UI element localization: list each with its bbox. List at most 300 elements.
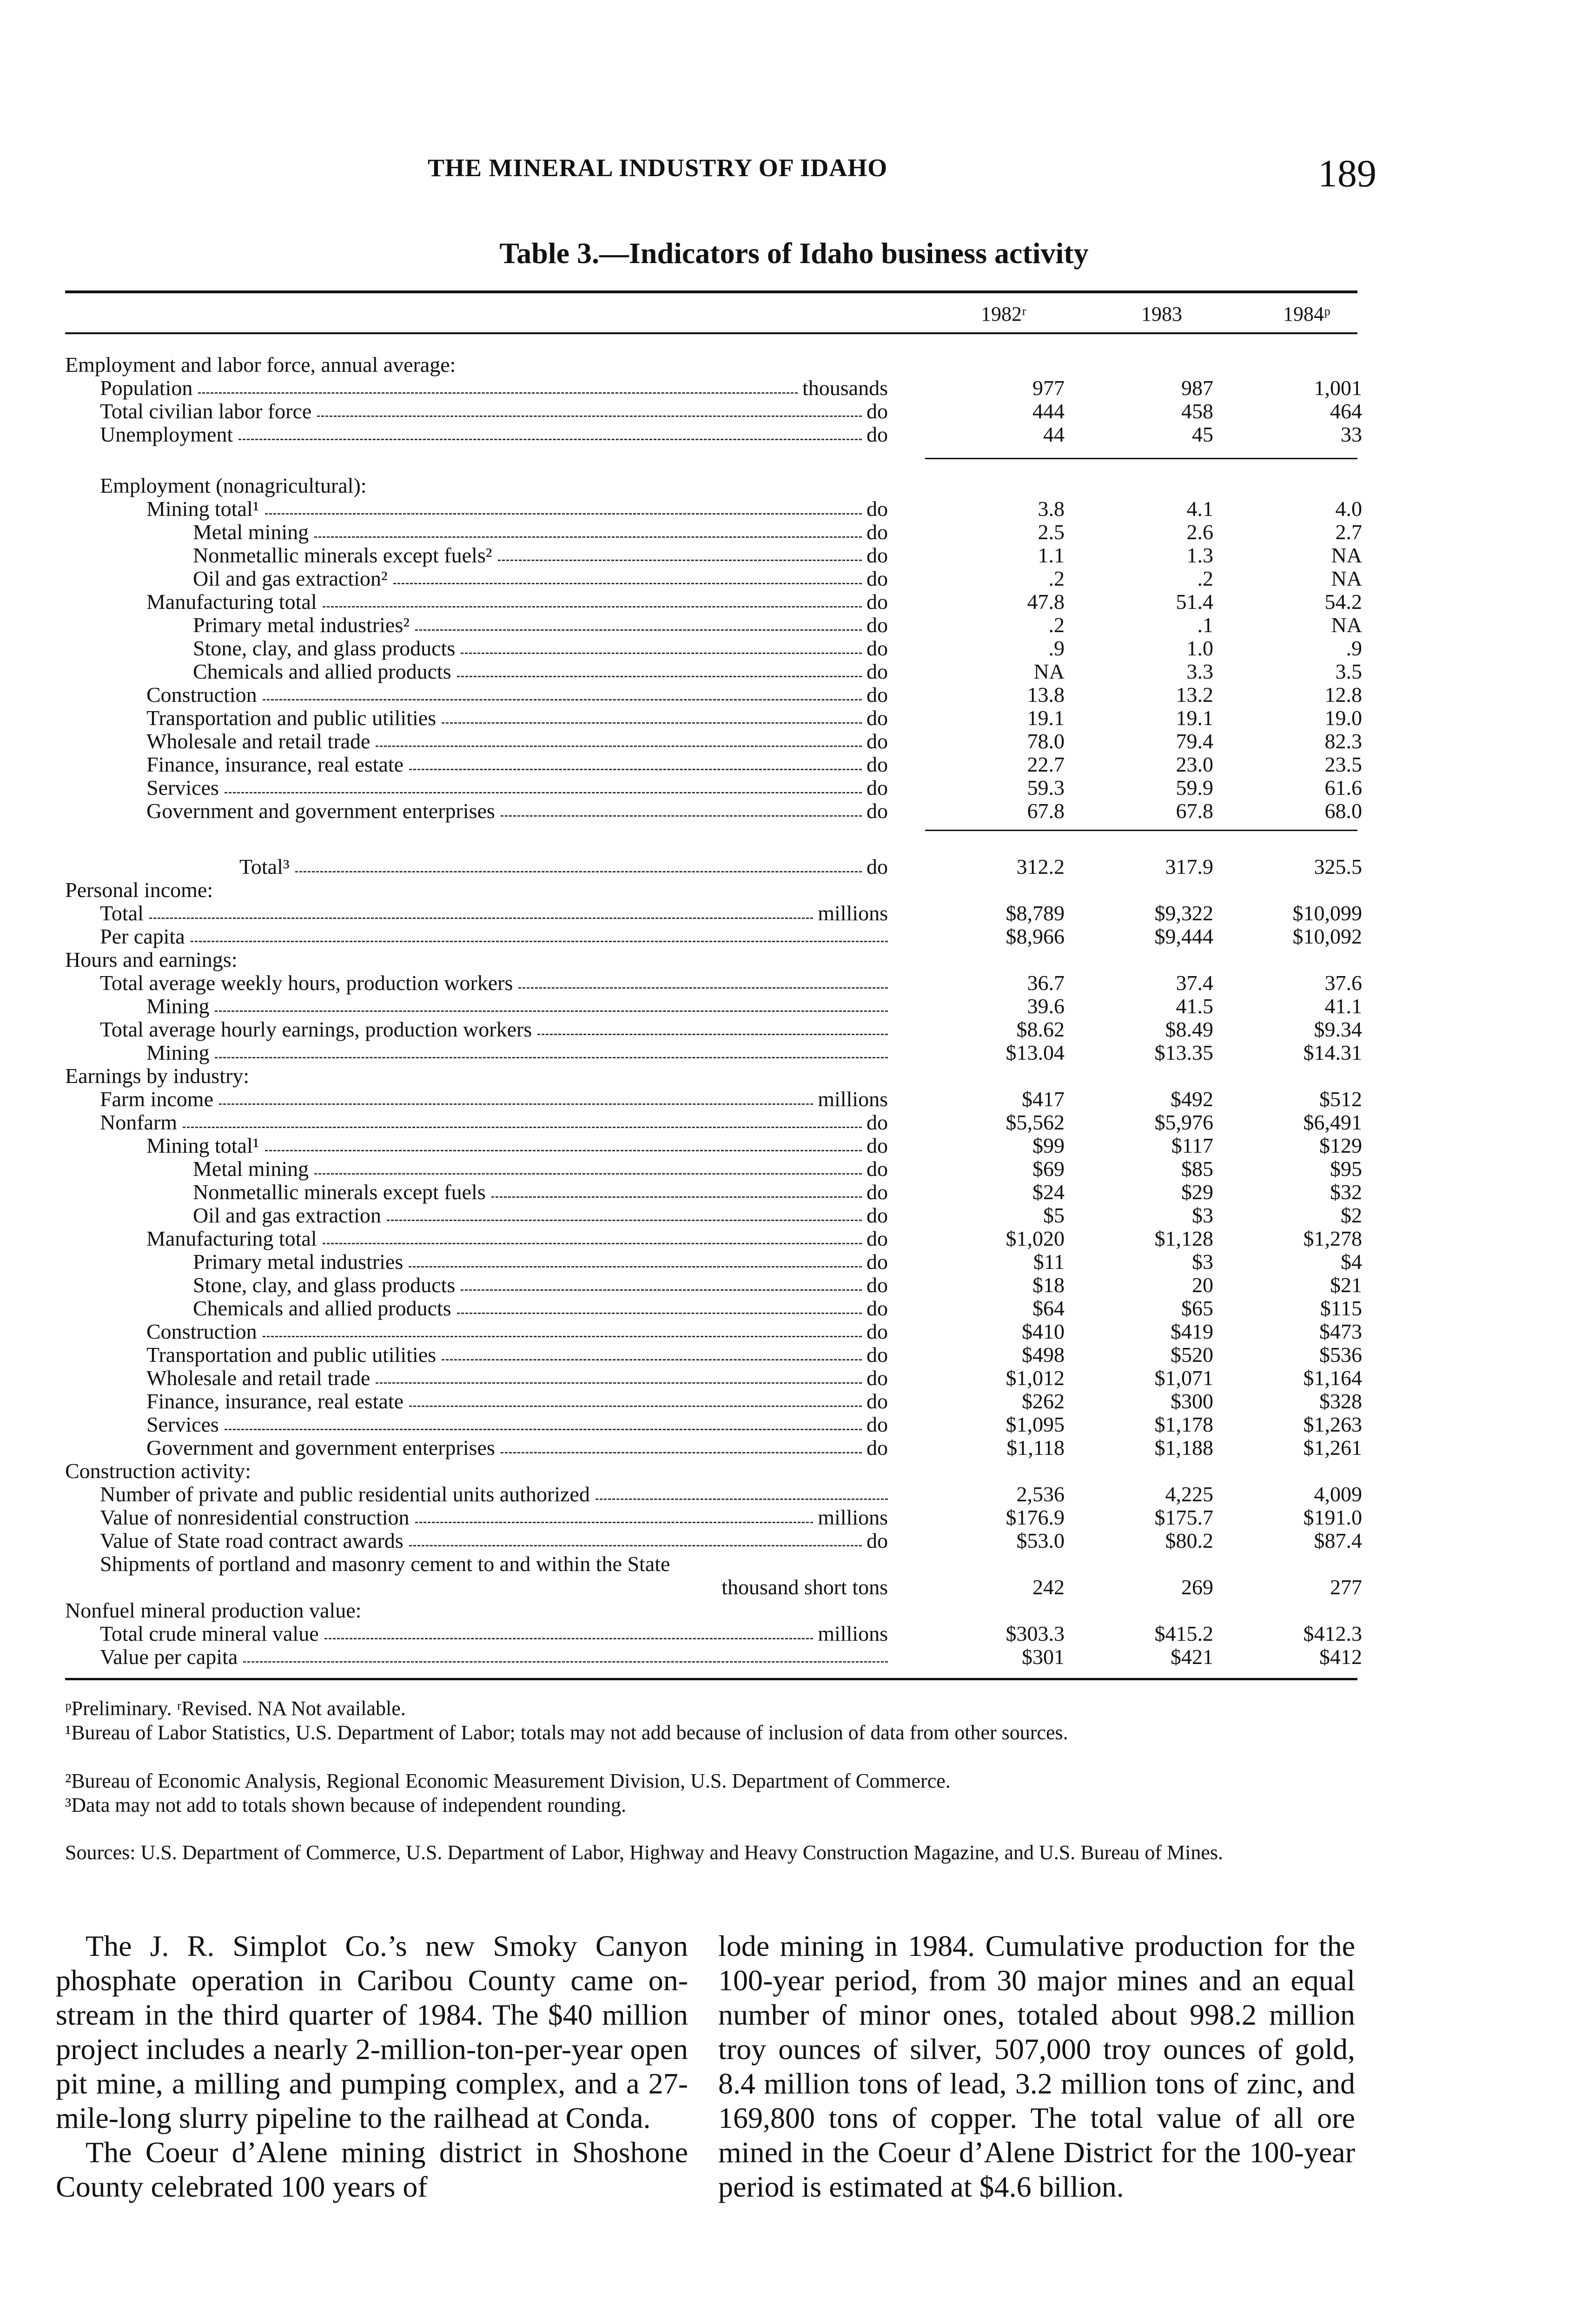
cell-value: $3 [1192, 1250, 1213, 1274]
row-label: Chemicals and allied products [193, 660, 451, 683]
cell-value: $10,092 [1292, 924, 1362, 948]
row-label: Stone, clay, and glass products [193, 636, 456, 660]
cell-value: $492 [1171, 1087, 1213, 1111]
cell-value: 1.1 [1038, 543, 1065, 567]
leader-dots [409, 1545, 862, 1547]
leader-dots [393, 583, 862, 585]
cell-value: $419 [1171, 1320, 1213, 1343]
cell-value: $32 [1330, 1180, 1362, 1204]
row-unit: do [867, 423, 888, 446]
leader-dots [376, 746, 862, 748]
cell-value: 987 [1181, 376, 1213, 400]
cell-value: $300 [1171, 1389, 1213, 1413]
table-row [0, 1204, 1588, 1227]
row-label: Nonmetallic minerals except fuels [193, 1180, 486, 1204]
row-label: Value of nonresidential construction [100, 1505, 410, 1529]
cell-value: 79.4 [1176, 729, 1213, 753]
cell-value: 78.0 [1027, 729, 1065, 753]
table-row [0, 1552, 1588, 1576]
cell-value: 2,536 [1016, 1482, 1065, 1506]
row-label: Unemployment [100, 423, 233, 446]
row-label: Construction activity: [65, 1459, 251, 1483]
row-unit: millions [818, 1622, 888, 1645]
cell-value: $417 [1022, 1087, 1065, 1111]
cell-value: 458 [1181, 399, 1213, 423]
cell-value: $412.3 [1303, 1622, 1362, 1645]
row-label: Total civilian labor force [100, 399, 312, 423]
row-unit: do [867, 729, 888, 753]
row-label: Finance, insurance, real estate [146, 753, 404, 776]
table-row [0, 497, 1588, 521]
cell-value: $1,263 [1303, 1413, 1362, 1436]
table-row [0, 637, 1588, 660]
cell-value: $5 [1043, 1203, 1065, 1227]
leader-dots [317, 416, 862, 418]
leader-dots [149, 918, 813, 920]
table-row [0, 1181, 1588, 1204]
leader-dots [225, 792, 862, 794]
table-row [0, 1483, 1588, 1506]
cell-value: $87.4 [1314, 1529, 1362, 1552]
table-row [0, 1134, 1588, 1157]
cell-value: $2 [1341, 1203, 1362, 1227]
row-label: Construction [146, 683, 257, 706]
row-label: Farm income [100, 1087, 213, 1111]
leader-dots [409, 769, 862, 771]
cell-value: 22.7 [1027, 753, 1065, 776]
row-label: Mining total¹ [146, 1134, 259, 1157]
row-unit: do [867, 399, 888, 423]
cell-value: $9.34 [1314, 1017, 1362, 1041]
table-row [0, 1390, 1588, 1413]
row-label: Mining total¹ [146, 497, 259, 521]
row-label: Transportation and public utilities [146, 706, 437, 730]
row-label: Employment and labor force, annual average: [65, 353, 456, 376]
leader-dots [501, 815, 862, 818]
row-label: Nonfuel mineral production value: [65, 1598, 362, 1622]
cell-value: 19.0 [1324, 706, 1362, 730]
cell-value: 67.8 [1027, 799, 1065, 823]
table-row [0, 1064, 1588, 1088]
table-row [0, 1529, 1588, 1552]
cell-value: $262 [1022, 1389, 1065, 1413]
row-label: Services [146, 776, 219, 799]
cell-value: $1,071 [1154, 1366, 1213, 1390]
cell-value: 54.2 [1324, 590, 1362, 614]
cell-value: 19.1 [1027, 706, 1065, 730]
row-unit: do [867, 1343, 888, 1367]
leader-dots [314, 1173, 862, 1175]
cell-value: 51.4 [1176, 590, 1213, 614]
leader-dots [265, 513, 862, 515]
table-row [0, 1343, 1588, 1367]
cell-value: $1,012 [1006, 1366, 1065, 1390]
leader-dots [409, 1266, 862, 1268]
leader-dots [409, 1406, 862, 1408]
leader-dots [225, 1429, 862, 1431]
cell-value: $1,261 [1303, 1436, 1362, 1459]
leader-dots [265, 1150, 862, 1152]
leader-dots [324, 1638, 814, 1640]
row-label: Construction [146, 1320, 257, 1343]
table-row [0, 400, 1588, 423]
cell-value: $80.2 [1165, 1529, 1213, 1552]
row-unit: do [867, 543, 888, 567]
table-row [0, 1250, 1588, 1274]
cell-value: 2.7 [1335, 520, 1362, 544]
cell-value: 2.6 [1186, 520, 1213, 544]
leader-dots [376, 1382, 862, 1385]
cell-value: $1,164 [1303, 1366, 1362, 1390]
cell-value: $1,118 [1006, 1436, 1065, 1459]
cell-value: .1 [1197, 613, 1213, 637]
table-row [0, 1506, 1588, 1529]
row-unit: do [867, 660, 888, 683]
cell-value: $95 [1330, 1157, 1362, 1181]
row-unit: do [867, 1273, 888, 1297]
leader-dots [263, 699, 862, 701]
leader-dots [457, 1313, 862, 1315]
row-label: Mining [146, 1041, 210, 1064]
row-unit: do [867, 776, 888, 799]
cell-value: $536 [1319, 1343, 1362, 1367]
body-left-column [56, 1929, 688, 2204]
column-header-1984: 1984ᵖ [1283, 303, 1330, 325]
cell-value: $176.9 [1006, 1505, 1065, 1529]
cell-value: $99 [1032, 1134, 1065, 1157]
row-unit: do [867, 613, 888, 637]
cell-value: NA [1331, 613, 1362, 637]
row-label: Government and government enterprises [146, 799, 495, 823]
cell-value: 4.1 [1186, 497, 1213, 521]
cell-value: $175.7 [1154, 1505, 1213, 1529]
leader-dots [191, 941, 888, 943]
row-label: Manufacturing total [146, 1227, 317, 1250]
row-label: Shipments of portland and masonry cement to and within the State [100, 1552, 670, 1576]
cell-value: $520 [1171, 1343, 1213, 1367]
row-label: Number of private and public residential units authorized [100, 1482, 590, 1506]
cell-value: $5,562 [1006, 1110, 1065, 1134]
cell-value: $53.0 [1016, 1529, 1065, 1552]
table-row [0, 855, 1588, 878]
row-unit: do [867, 683, 888, 706]
row-label: Personal income: [65, 878, 213, 902]
cell-value: $1,278 [1303, 1227, 1362, 1250]
row-unit: thousand short tons [721, 1575, 888, 1599]
table-title: Table 3.—Indicators of Idaho business activity [499, 237, 1089, 270]
cell-value: $3 [1192, 1203, 1213, 1227]
cell-value: .2 [1048, 613, 1065, 637]
table-row [0, 995, 1588, 1018]
cell-value: 3.5 [1335, 660, 1362, 683]
body-paragraph: lode mining in 1984. Cumulative production for the 100-year period, from 30 major mines and an equal number of minor ones, totaled about 998.2 million troy ounces of silver, 507,000 troy ounces of gold, 8.4 million tons of lead, 3.2 million tons of zinc, and 169,800 tons of copper. The total value of all ore mined in the Coeur d’Alene District for the 100-year period is estimated at $4.6 billion. [718, 1929, 1355, 2203]
row-label: Total crude mineral value [100, 1622, 319, 1645]
row-label: Transportation and public utilities [146, 1343, 437, 1367]
body-right-column [718, 1929, 1355, 2204]
table-row [0, 1645, 1588, 1669]
table-row [0, 1157, 1588, 1181]
running-head: THE MINERAL INDUSTRY OF IDAHO [428, 154, 888, 182]
leader-dots [461, 653, 862, 655]
row-label: Wholesale and retail trade [146, 729, 371, 753]
cell-value: 37.6 [1324, 971, 1362, 995]
row-unit: do [867, 1320, 888, 1343]
row-unit: do [867, 1250, 888, 1274]
table-row [0, 1227, 1588, 1250]
cell-value: 3.8 [1038, 497, 1065, 521]
cell-value: NA [1331, 543, 1362, 567]
leader-dots [323, 1243, 862, 1245]
table-row [0, 376, 1588, 400]
cell-value: 67.8 [1176, 799, 1213, 823]
table-row [0, 1436, 1588, 1459]
cell-value: 1.0 [1186, 636, 1213, 660]
table-row [0, 590, 1588, 614]
cell-value: $498 [1022, 1343, 1065, 1367]
table-row [0, 1041, 1588, 1064]
table-row [0, 1599, 1588, 1622]
row-label: Manufacturing total [146, 590, 317, 614]
table-row [0, 925, 1588, 948]
row-label: Total [100, 901, 144, 925]
cell-value: $415.2 [1154, 1622, 1213, 1645]
row-label: Hours and earnings: [65, 948, 238, 971]
cell-value: 19.1 [1176, 706, 1213, 730]
cell-value: 312.2 [1016, 855, 1065, 878]
row-label: Government and government enterprises [146, 1436, 495, 1459]
table-row [0, 1274, 1588, 1297]
column-header-1983: 1983 [1141, 303, 1182, 325]
row-unit: do [867, 1203, 888, 1227]
table-row [0, 1576, 1588, 1599]
column-header-1982: 1982ʳ [981, 303, 1026, 325]
cell-value: 59.9 [1176, 776, 1213, 799]
row-unit: do [867, 1134, 888, 1157]
row-label: Services [146, 1413, 219, 1436]
row-label: Total average hourly earnings, production workers [100, 1017, 532, 1041]
cell-value: 41.5 [1176, 994, 1213, 1018]
body-paragraph: The Coeur d’Alene mining district in Shoshone County celebrated 100 years of [56, 2136, 688, 2203]
table-row [0, 423, 1588, 446]
row-unit: millions [818, 1087, 888, 1111]
cell-value: 444 [1032, 399, 1065, 423]
table-row [0, 567, 1588, 590]
row-label: Total³ [239, 855, 290, 878]
cell-value: $6,491 [1303, 1110, 1362, 1134]
row-label: Chemicals and allied products [193, 1296, 451, 1320]
table-row [0, 878, 1588, 902]
leader-dots [442, 1359, 862, 1361]
row-label: Earnings by industry: [65, 1064, 250, 1088]
row-label: Per capita [100, 924, 185, 948]
leader-dots [198, 392, 798, 395]
leader-dots [314, 536, 862, 539]
cell-value: 44 [1043, 423, 1065, 446]
table-row [0, 753, 1588, 776]
leader-dots [415, 1522, 814, 1524]
cell-value: $9,322 [1154, 901, 1213, 925]
cell-value: $29 [1181, 1180, 1213, 1204]
cell-value: 277 [1330, 1575, 1362, 1599]
cell-value: $412 [1319, 1645, 1362, 1669]
row-label: Primary metal industries² [193, 613, 410, 637]
cell-value: 13.2 [1176, 683, 1213, 706]
leader-dots [596, 1499, 888, 1501]
table-row [0, 474, 1588, 497]
cell-value: $303.3 [1006, 1622, 1065, 1645]
table-row [0, 971, 1588, 995]
footnote-2: ¹Bureau of Labor Statistics, U.S. Department of Labor; totals may not add because of inclusion of data from other sources. [65, 1721, 1068, 1744]
leader-dots [498, 560, 862, 562]
table-row [0, 1018, 1588, 1041]
cell-value: $85 [1181, 1157, 1213, 1181]
cell-value: .9 [1048, 636, 1065, 660]
cell-value: 269 [1181, 1575, 1213, 1599]
row-unit: do [867, 520, 888, 544]
row-unit: do [867, 1529, 888, 1552]
row-unit: thousands [802, 376, 888, 400]
cell-value: 4,225 [1165, 1482, 1213, 1506]
cell-value: $301 [1022, 1645, 1065, 1669]
row-unit: do [867, 1180, 888, 1204]
table-row [0, 1622, 1588, 1645]
row-unit: do [867, 1157, 888, 1181]
cell-value: NA [1033, 660, 1065, 683]
row-label: Total average weekly hours, production workers [100, 971, 513, 995]
cell-value: 47.8 [1027, 590, 1065, 614]
cell-value: $328 [1319, 1389, 1362, 1413]
cell-value: $129 [1319, 1134, 1362, 1157]
cell-value: 3.3 [1186, 660, 1213, 683]
row-unit: do [867, 1436, 888, 1459]
table-row [0, 683, 1588, 706]
row-label: Nonmetallic minerals except fuels² [193, 543, 492, 567]
cell-value: $512 [1319, 1087, 1362, 1111]
leader-dots [461, 1289, 862, 1292]
table-bottom-rule [65, 1678, 1357, 1680]
cell-value: 41.1 [1324, 994, 1362, 1018]
cell-value: $1,178 [1154, 1413, 1213, 1436]
cell-value: $191.0 [1303, 1505, 1362, 1529]
leader-dots [415, 629, 862, 632]
cell-value: $64 [1032, 1296, 1065, 1320]
row-unit: do [867, 567, 888, 590]
leader-dots [537, 1034, 888, 1036]
cell-value: $13.35 [1154, 1041, 1213, 1064]
leader-dots [215, 1057, 888, 1059]
cell-value: .9 [1346, 636, 1362, 660]
table-row [0, 706, 1588, 730]
cell-value: $13.04 [1006, 1041, 1065, 1064]
cell-value: 33 [1341, 423, 1362, 446]
row-unit: do [867, 706, 888, 730]
cell-value: $4 [1341, 1250, 1362, 1274]
cell-value: 23.0 [1176, 753, 1213, 776]
table-row [0, 1088, 1588, 1111]
cell-value: 82.3 [1324, 729, 1362, 753]
table-row [0, 660, 1588, 683]
page-number: 189 [1318, 152, 1376, 195]
row-unit: do [867, 1227, 888, 1250]
cell-value: 39.6 [1027, 994, 1065, 1018]
leader-dots [518, 987, 888, 990]
row-label: Oil and gas extraction² [193, 567, 388, 590]
footnote-1: ᵖPreliminary. ʳRevised. NA Not available. [65, 1697, 406, 1720]
sources-note: Sources: U.S. Department of Commerce, U.S. Department of Labor, Highway and Heavy Construction Magazine, and U.S. Bureau of Mines. [65, 1841, 1223, 1864]
leader-dots [243, 1661, 888, 1664]
row-label: Oil and gas extraction [193, 1203, 381, 1227]
row-unit: do [867, 1413, 888, 1436]
row-label: Nonfarm [100, 1110, 178, 1134]
cell-value: $18 [1032, 1273, 1065, 1297]
cell-value: 61.6 [1324, 776, 1362, 799]
row-label: Value per capita [100, 1645, 238, 1669]
cell-value: 59.3 [1027, 776, 1065, 799]
body-paragraph: The J. R. Simplot Co.’s new Smoky Canyon phosphate operation in Caribou County came on-stream in the third quarter of 1984. The $40 million project includes a nearly 2-million-ton-per-year open pit mine, a milling and pumping complex, and a 27-mile-long slurry pipeline to the railhead at Conda. [56, 1929, 688, 2134]
row-label: Metal mining [193, 520, 309, 544]
row-label: Employment (nonagricultural): [100, 474, 367, 497]
table-row [0, 730, 1588, 753]
cell-value: NA [1331, 567, 1362, 590]
table-row [0, 1297, 1588, 1320]
cell-value: $410 [1022, 1320, 1065, 1343]
row-label: Finance, insurance, real estate [146, 1389, 404, 1413]
cell-value: $10,099 [1292, 901, 1362, 925]
cell-value: $8.62 [1016, 1017, 1065, 1041]
cell-value: $8,789 [1006, 901, 1065, 925]
cell-value: 45 [1192, 423, 1213, 446]
footnote-3: ²Bureau of Economic Analysis, Regional Economic Measurement Division, U.S. Department of Commerce. [65, 1769, 951, 1792]
cell-value: 12.8 [1324, 683, 1362, 706]
row-unit: do [867, 1296, 888, 1320]
cell-value: $1,128 [1154, 1227, 1213, 1250]
cell-value: $8.49 [1165, 1017, 1213, 1041]
table-row [0, 776, 1588, 799]
cell-value: 13.8 [1027, 683, 1065, 706]
leader-dots [183, 1127, 862, 1129]
cell-value: .2 [1197, 567, 1213, 590]
row-unit: do [867, 1110, 888, 1134]
leader-dots [501, 1452, 862, 1454]
table-row [0, 614, 1588, 637]
cell-value: 1.3 [1186, 543, 1213, 567]
row-unit: do [867, 1366, 888, 1390]
leader-dots [491, 1196, 862, 1199]
table-row [0, 353, 1588, 376]
row-label: Mining [146, 994, 210, 1018]
row-unit: do [867, 799, 888, 823]
cell-value: 464 [1330, 399, 1362, 423]
row-label: Wholesale and retail trade [146, 1366, 371, 1390]
cell-value: 2.5 [1038, 520, 1065, 544]
leader-dots [442, 722, 862, 725]
row-unit: do [867, 753, 888, 776]
row-unit: do [867, 1389, 888, 1413]
cell-value: 23.5 [1324, 753, 1362, 776]
cell-value: $24 [1032, 1180, 1065, 1204]
table-row [0, 902, 1588, 925]
row-label: Primary metal industries [193, 1250, 404, 1274]
cell-value: $9,444 [1154, 924, 1213, 948]
cell-value: 242 [1032, 1575, 1065, 1599]
row-label: Stone, clay, and glass products [193, 1273, 456, 1297]
table-row [0, 1111, 1588, 1134]
leader-dots [263, 1336, 862, 1338]
cell-value: $65 [1181, 1296, 1213, 1320]
row-unit: millions [818, 1505, 888, 1529]
row-label: Metal mining [193, 1157, 309, 1181]
cell-value: 4.0 [1335, 497, 1362, 521]
